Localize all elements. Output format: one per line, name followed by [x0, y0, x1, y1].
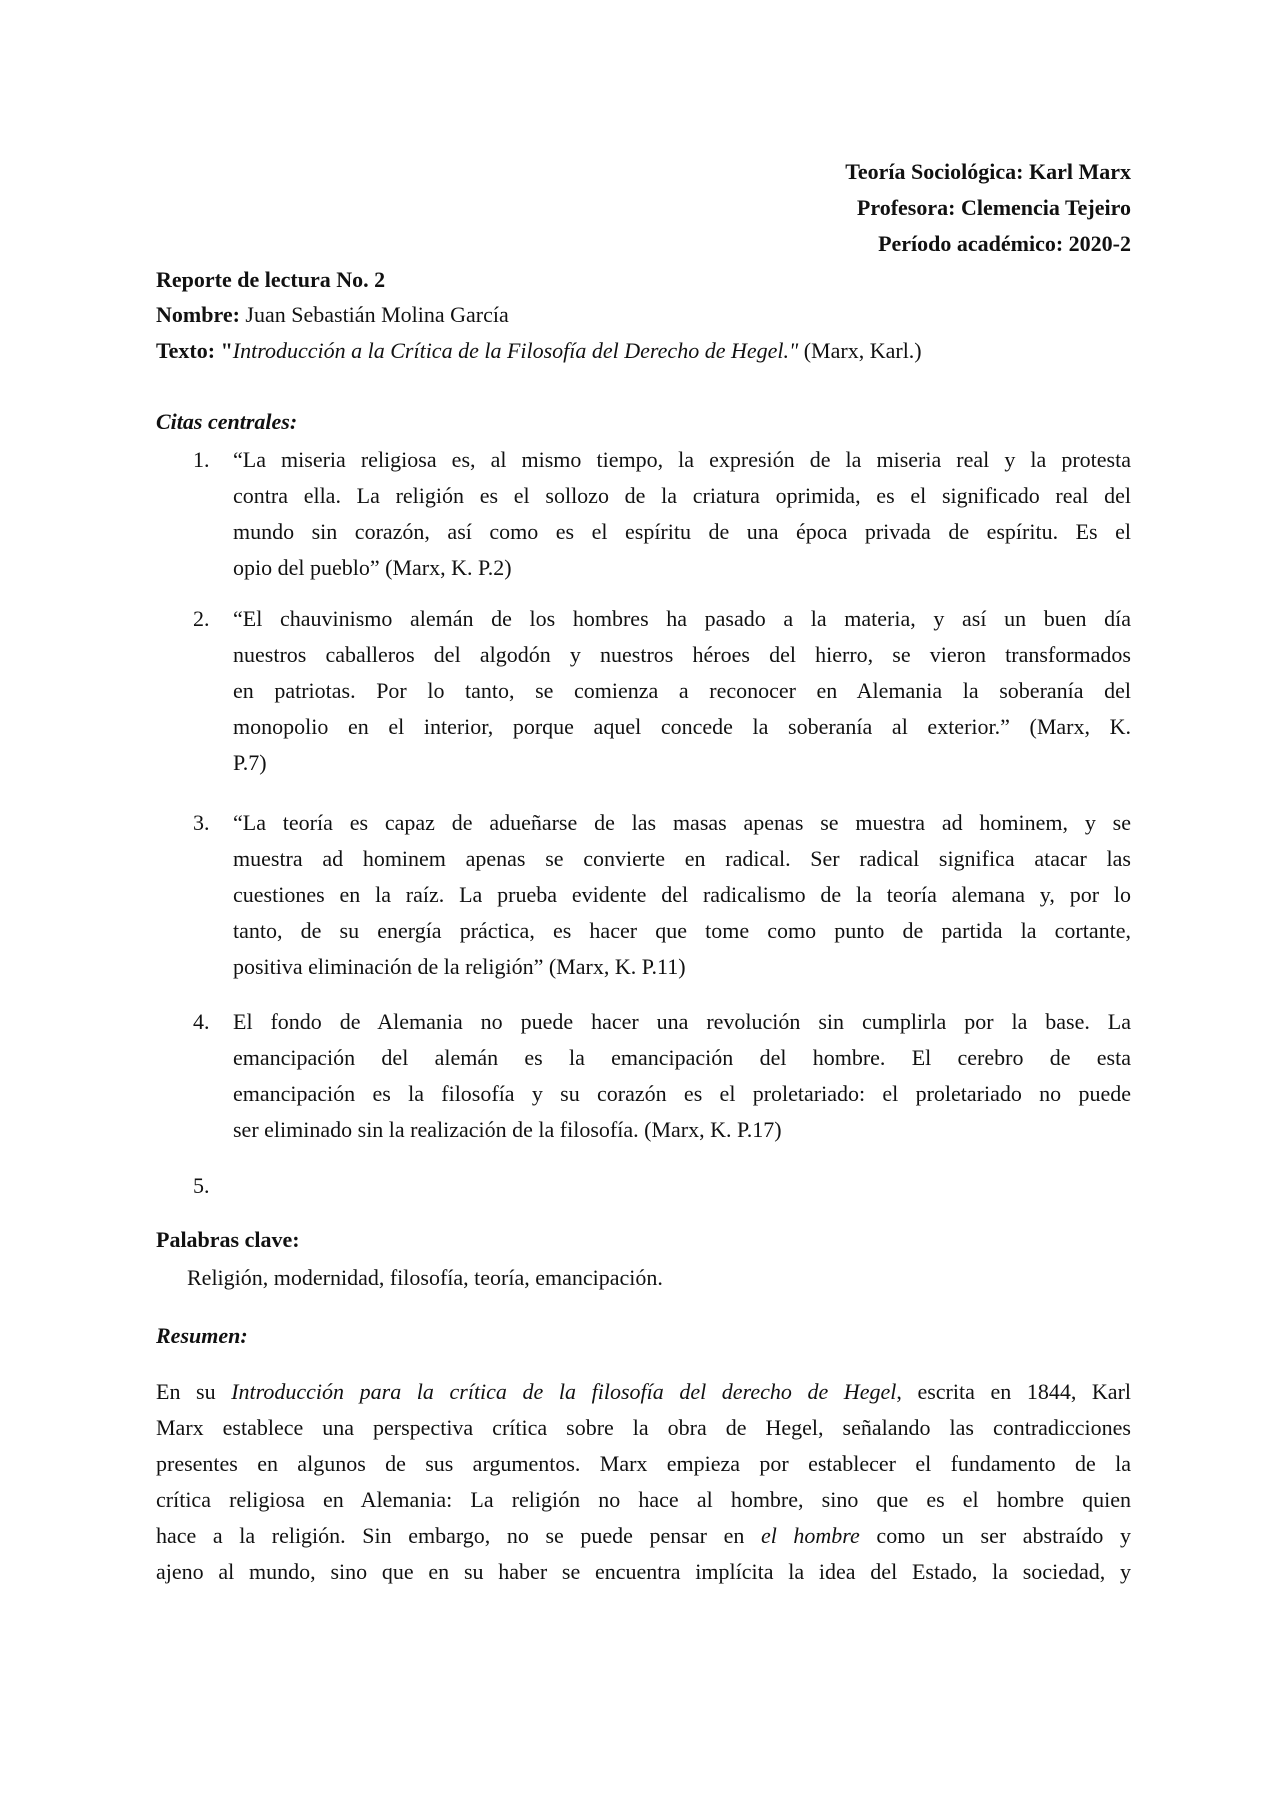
resumen-text: presentes en algunos de sus argumentos. Marx empieza por establecer el fundamento de la	[156, 1451, 1131, 1476]
text-line	[156, 333, 922, 369]
name-label: Nombre:	[156, 302, 240, 327]
cita-number: 2.	[193, 606, 210, 631]
resumen-line	[156, 1374, 1131, 1410]
name-value: Juan Sebastián Molina García	[239, 302, 509, 327]
cita-line: “La teoría es capaz de adueñarse de las masas apenas se muestra ad hominem, y se	[233, 810, 1131, 835]
cita-line: nuestros caballeros del algodón y nuestros héroes del hierro, se vieron transformados	[233, 642, 1131, 667]
cita-line: “El chauvinismo alemán de los hombres ha pasado a la materia, y así un buen día	[233, 606, 1131, 631]
resumen-line	[156, 1446, 1131, 1482]
academic-period: Período académico: 2020-2	[878, 231, 1131, 256]
cita-line: contra ella. La religión es el sollozo de la criatura oprimida, es el significado real del	[233, 483, 1131, 508]
cita-line: “La miseria religiosa es, al mismo tiempo, la expresión de la miseria real y la protesta	[233, 447, 1131, 472]
cita-line: monopolio en el interior, porque aquel concede la soberanía al exterior.” (Marx, K.	[233, 714, 1131, 739]
keywords-heading: Palabras clave:	[156, 1227, 300, 1252]
cita-line: El fondo de Alemania no puede hacer una revolución sin cumplirla por la base. La	[233, 1009, 1131, 1034]
resumen-italic-text: Introducción para la crítica de la filosofía del derecho de Hegel	[231, 1379, 897, 1404]
cita-line: opio del pueblo” (Marx, K. P.2)	[233, 555, 512, 580]
cita-number: 1.	[193, 447, 210, 472]
keywords: Religión, modernidad, filosofía, teoría, emancipación.	[187, 1265, 663, 1290]
cita-number: 4.	[193, 1009, 210, 1034]
resumen-text: Marx establece una perspectiva crítica sobre la obra de Hegel, señalando las contradicciones	[156, 1415, 1131, 1440]
resumen-text: , escrita en 1844, Karl	[896, 1379, 1132, 1404]
resumen-text: como un ser abstraído y	[859, 1523, 1132, 1548]
resumen-line	[156, 1518, 1131, 1554]
cita-line: ser eliminado sin la realización de la filosofía. (Marx, K. P.17)	[233, 1117, 782, 1142]
text-label: Texto:	[156, 338, 221, 363]
cita-line: emancipación es la filosofía y su corazón es el proletariado: el proletariado no puede	[233, 1081, 1131, 1106]
resumen-text: ajeno al mundo, sino que en su haber se encuentra implícita la idea del Estado, la sociedad, y	[156, 1559, 1131, 1584]
text-title: Introducción a la Crítica de la Filosofía del Derecho de Hegel."	[232, 338, 799, 363]
student-name-line	[156, 297, 509, 333]
text-citation: (Marx, Karl.)	[798, 338, 922, 363]
resumen-line	[156, 1410, 1131, 1446]
resumen-text: crítica religiosa en Alemania: La religión no hace al hombre, sino que es el hombre quien	[156, 1487, 1131, 1512]
resumen-line	[156, 1554, 1131, 1590]
cita-line: emancipación del alemán es la emancipación del hombre. El cerebro de esta	[233, 1045, 1131, 1070]
cita-line: cuestiones en la raíz. La prueba evidente del radicalismo de la teoría alemana y, por lo	[233, 882, 1131, 907]
cita-number: 5.	[193, 1173, 210, 1198]
cita-number: 3.	[193, 810, 210, 835]
cita-line: en patriotas. Por lo tanto, se comienza a reconocer en Alemania la soberanía del	[233, 678, 1131, 703]
cita-line: tanto, de su energía práctica, es hacer que tome como punto de partida la cortante,	[233, 918, 1131, 943]
report-title: Reporte de lectura No. 2	[156, 267, 386, 292]
cita-line: muestra ad hominem apenas se convierte en radical. Ser radical significa atacar las	[233, 846, 1131, 871]
resumen-text: En su	[156, 1379, 232, 1404]
text-open-quote: "	[220, 338, 233, 363]
resumen-text: hace a la religión. Sin embargo, no se puede pensar en	[156, 1523, 761, 1548]
cita-line: mundo sin corazón, así como es el espíritu de una época privada de espíritu. Es el	[233, 519, 1131, 544]
cita-line: positiva eliminación de la religión” (Marx, K. P.11)	[233, 954, 686, 979]
resumen-heading: Resumen:	[156, 1323, 248, 1348]
citas-heading: Citas centrales:	[156, 409, 298, 434]
resumen-italic-text: el hombre	[760, 1523, 860, 1548]
resumen-line	[156, 1482, 1131, 1518]
cita-line: P.7)	[233, 750, 267, 775]
course-title: Teoría Sociológica: Karl Marx	[845, 159, 1131, 184]
professor: Profesora: Clemencia Tejeiro	[856, 195, 1131, 220]
